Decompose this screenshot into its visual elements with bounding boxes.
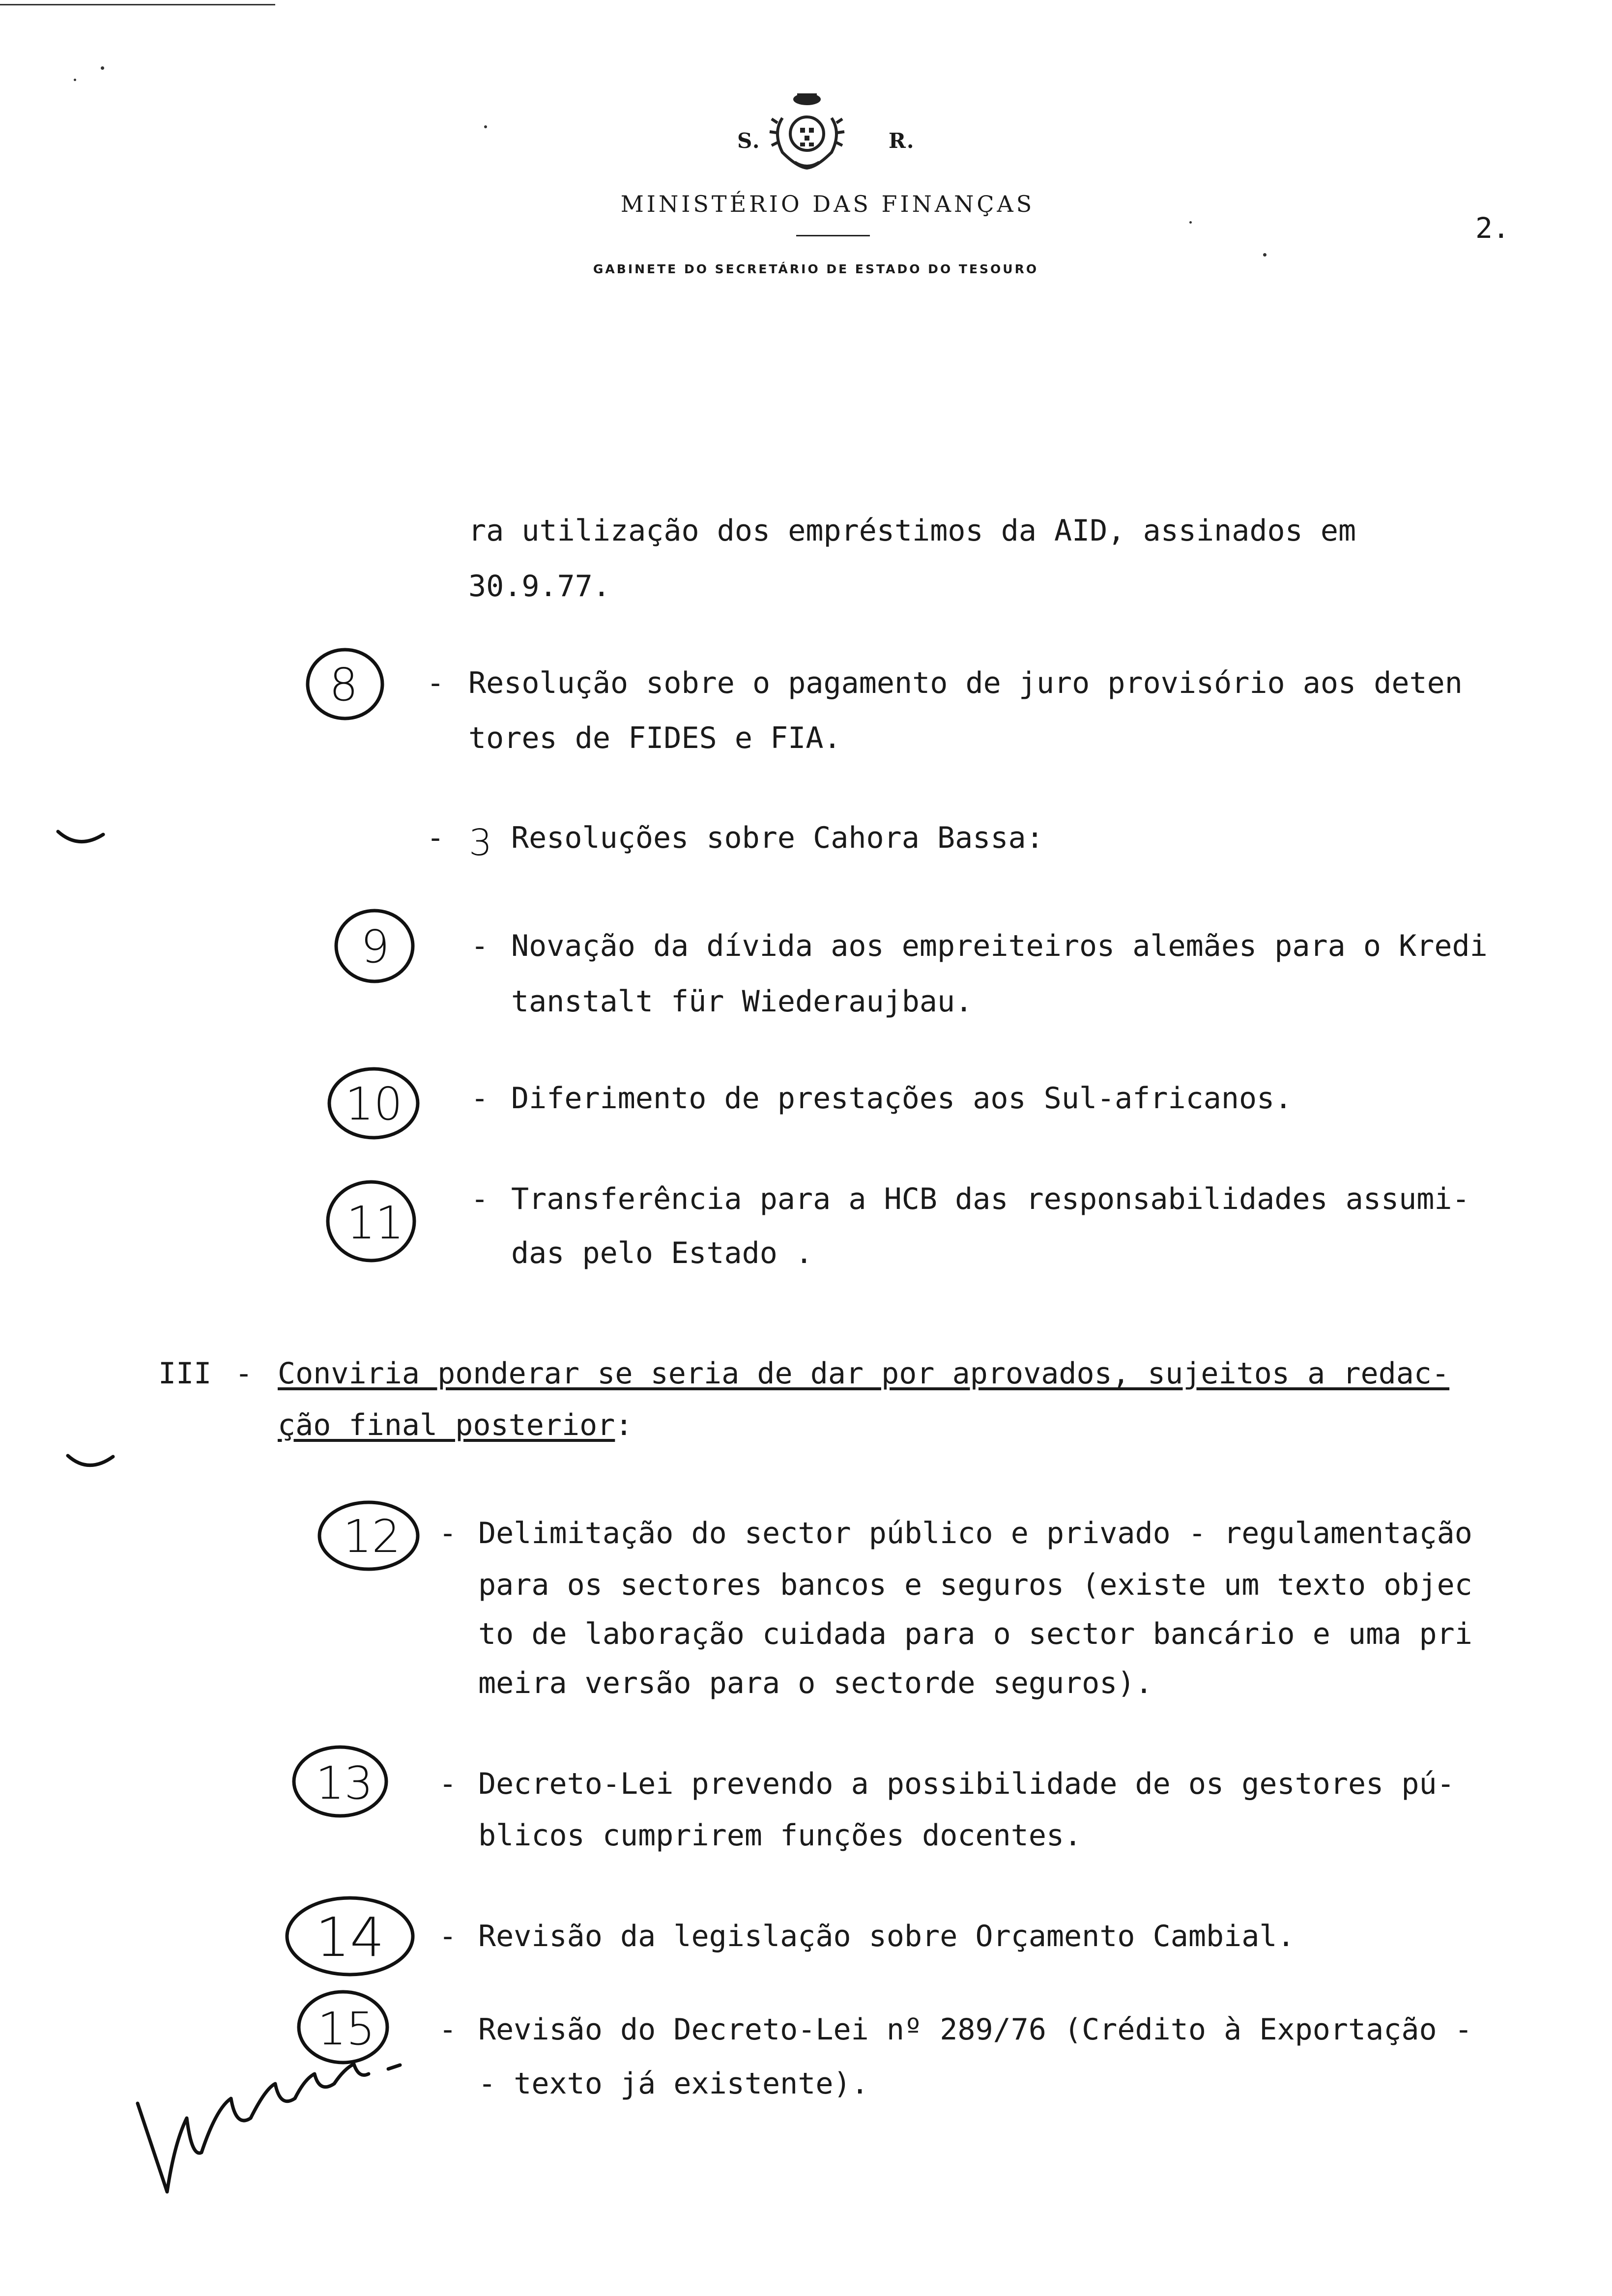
section-3-line-2-underlined: ção final posterior [278,1408,615,1442]
item-12-line-2: para os sectores bancos e seguros (existe um texto objec [478,1568,1472,1602]
item-14-dash: - [439,1919,457,1953]
item-15-line-2: - texto já existente). [478,2066,869,2101]
item-13-line-1: Decreto-Lei prevendo a possibilidade de os gestores pú- [478,1767,1455,1801]
ministry-name: MINISTÉRIO DAS FINANÇAS [620,191,1035,217]
scan-speck [1263,253,1267,257]
item-13-line-2: blicos cumprirem funções docentes. [478,1818,1082,1853]
ministry-underline [796,235,870,236]
letterhead-s: S. [737,129,761,153]
item-9-line-2: tanstalt für Wiederaujbau. [511,984,973,1019]
handwritten-initials-signature [133,2044,408,2211]
cabinet-name: GABINETE DO SECRETÁRIO DE ESTADO DO TESOURO [593,262,1039,276]
item-10-dash: - [471,1081,489,1116]
item-11-line-2: das pelo Estado . [511,1236,813,1270]
item-11-line-1: Transferência para a HCB das responsabilidades assumi- [511,1182,1470,1216]
item-13-dash: - [439,1767,457,1801]
scan-speck [101,66,104,70]
section-3-line-1: Conviria ponderar se seria de dar por aprovados, sujeitos a redac- [278,1356,1450,1391]
handwritten-circle-8 [300,644,388,727]
continuation-line-2: 30.9.77. [468,569,610,603]
scan-speck [1189,221,1192,224]
handwritten-circle-11 [322,1175,420,1268]
item-12-dash: - [439,1516,457,1550]
scan-edge-rule [0,4,275,5]
item-10-line-1: Diferimento de prestações aos Sul-africanos. [511,1081,1293,1116]
item-15-line-1: Revisão do Decreto-Lei nº 289/76 (Crédito à Exportação - [478,2012,1472,2047]
handwritten-circle-10 [324,1062,423,1145]
section-3-line-2-colon: : [615,1408,633,1442]
coat-of-arms-emblem [768,88,846,172]
margin-tick-mark-2 [64,1450,118,1479]
item-12-line-1: Delimitação do sector público e privado - regulamentação [478,1516,1472,1550]
handwritten-circle-14 [281,1892,419,1980]
item-14-line-1: Revisão da legislação sobre Orçamento Cambial. [478,1919,1295,1953]
item-8-line-2: tores de FIDES e FIA. [468,721,841,755]
margin-tick-mark-1 [54,826,108,855]
handwritten-mark-13: 13 [316,1757,374,1809]
handwritten-mark-15: 15 [317,2003,375,2055]
scan-speck [74,79,76,81]
item-8-dash: - [427,666,445,700]
handwritten-circle-9 [330,904,419,988]
item-9-line-1: Novação da dívida aos empreiteiros alemães para o Kredi [511,929,1488,963]
handwritten-mark-12: 12 [343,1510,401,1563]
section-3-line-2 [278,1408,633,1442]
handwritten-circle-12 [315,1494,423,1578]
item-9-dash: - [471,929,489,963]
item-12-line-3: to de laboração cuidada para o sector bancário e uma pri [478,1617,1472,1651]
item-11-dash: - [471,1182,489,1216]
scan-speck [484,125,487,128]
cahora-dash: - [427,821,445,855]
continuation-line-1: ra utilização dos empréstimos da AID, assinados em [468,514,1356,548]
cahora-heading: Resoluções sobre Cahora Bassa: [511,821,1044,855]
section-3-dash: - [235,1356,253,1391]
handwritten-3 [467,816,496,870]
letterhead-r: R. [889,129,915,153]
item-12-line-4: meira versão para o sectorde seguros). [478,1666,1153,1700]
section-3-numeral: III [158,1356,212,1391]
handwritten-mark-14: 14 [316,1906,384,1969]
handwritten-circle-13 [290,1740,393,1823]
item-15-dash: - [439,2012,457,2047]
handwritten-mark-10: 10 [345,1078,403,1130]
handwritten-mark-9: 9 [361,920,390,973]
handwritten-mark-3: 3 [469,822,492,864]
handwritten-mark-8: 8 [329,659,358,711]
handwritten-mark-11: 11 [346,1197,404,1249]
item-8-line-1: Resolução sobre o pagamento de juro provisório aos deten [468,666,1463,700]
page-number: 2. [1475,211,1510,245]
